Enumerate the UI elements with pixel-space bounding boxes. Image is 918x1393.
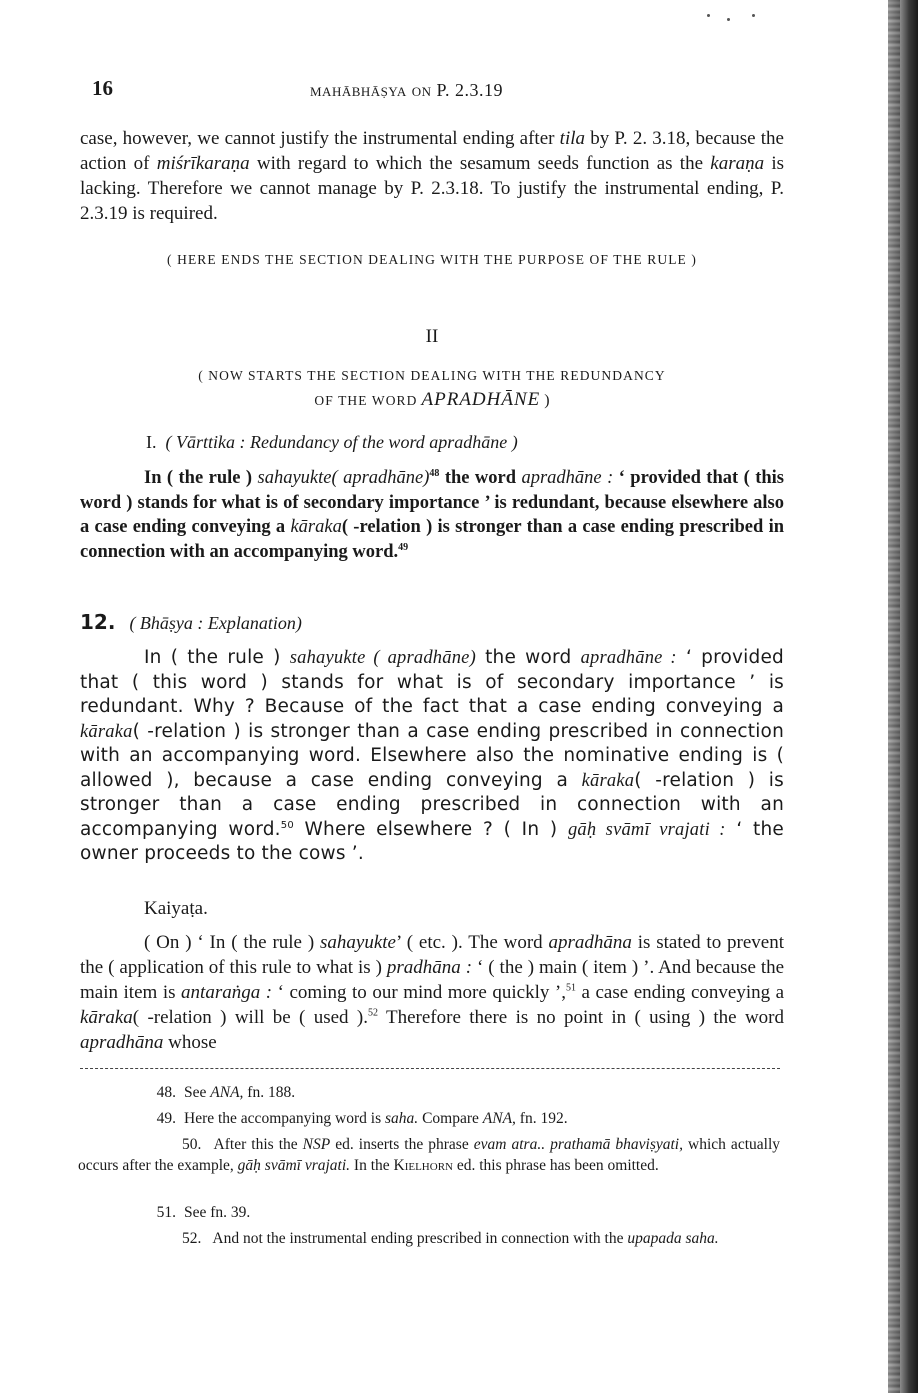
section-numeral: II (425, 326, 439, 347)
paragraph-intro: case, however, we cannot justify the instrumental ending after tila by P. 2. 3.18, because the action of miśrīkaraṇa with regard to which the sesamum seeds function as the karaṇa is lacking. Therefore we cannot manage by P. 2.3.18. To justify the instrumental ending, P. 2.3.19 is required. (80, 128, 785, 224)
footnote-49: 49. Here the accompanying word is saha. Compare ANA, fn. 192. (156, 1110, 568, 1127)
varttika-text: In ( the rule ) sahayukte( apradhāne)$^{48}$ the word apradhāne : ‘ provided that ( this word ) stands for what is of secondary importance ’ is redundant, because elsewhere also a case ending conveying a kāraka( -relation ) is stronger than a case ending prescribed in connection with an accompanying word.$^{49}$ (80, 467, 784, 562)
footnote-separator (80, 1068, 780, 1069)
scan-speck (707, 14, 710, 17)
footnote-51: 51. See fn. 39. (156, 1204, 251, 1221)
kaiyata-text: ( On ) ‘ In ( the rule ) sahayukte’ ( etc. ). The word apradhāna is stated to prevent the ( application of this rule to what is ) pradhāna : ‘ ( the ) main ( item ) ’. And because the main item is antaraṅga : ‘ coming to our mind more quickly ’,$^{51}$ a case ending conveying a kāraka( -relation ) will be ( used ).$^{52}$ Therefore there is no point in ( using ) the word apradhāna whose (80, 932, 785, 1053)
running-head: MAHĀBHĀṢYA ON P. 2.3.19 (310, 80, 504, 100)
varttika-heading: I. ( Vārttika : Redundancy of the word apradhāne ) (146, 432, 518, 452)
footnote-52: 52. And not the instrumental ending prescribed in connection with the upapada saha. (182, 1230, 719, 1247)
scan-speck (727, 18, 730, 21)
section-end-note: ( HERE ENDS THE SECTION DEALING WITH THE PURPOSE OF THE RULE ) (167, 252, 697, 267)
kaiyata-heading: Kaiyaṭa. (144, 898, 208, 919)
page-number: 16 (92, 76, 113, 100)
bhasya-heading: 12. ( Bhāṣya : Explanation) (80, 610, 302, 634)
footnote-48: 48. See ANA, fn. 188. (156, 1084, 296, 1101)
scan-speck (752, 14, 755, 17)
section-start-note: ( NOW STARTS THE SECTION DEALING WITH THE REDUNDANCY OF THE WORD APRADHĀNE ) (198, 368, 666, 410)
bhasya-text: In ( the rule ) sahayukte ( apradhāne) the word apradhāne : ‘ provided that ( this word ) stands for what is of secondary importance ’ is redundant. Why ? Because of the fact that a case ending conveying a kāraka( -relation ) is stronger than a case ending prescribed in connection with an accompanying word. Elsewhere also the nominative ending is ( allowed ), because a case ending conveying a kāraka( -relation ) is stronger than a case ending prescribed in connection with an accompanying word.$^{50}$ Where elsewhere ? ( In ) gāḥ svāmī vrajati : ‘ the owner proceeds to the cows ’. (80, 647, 785, 864)
footnote-50: 50. After this the NSP ed. inserts the phrase evam atra.. prathamā bhaviṣyati, which actually occurs after the example, gāḥ svāmī vrajati. In the Kielhorn ed. this phrase has been omitted. (78, 1136, 780, 1174)
scanned-page-edge-texture (888, 0, 900, 1393)
